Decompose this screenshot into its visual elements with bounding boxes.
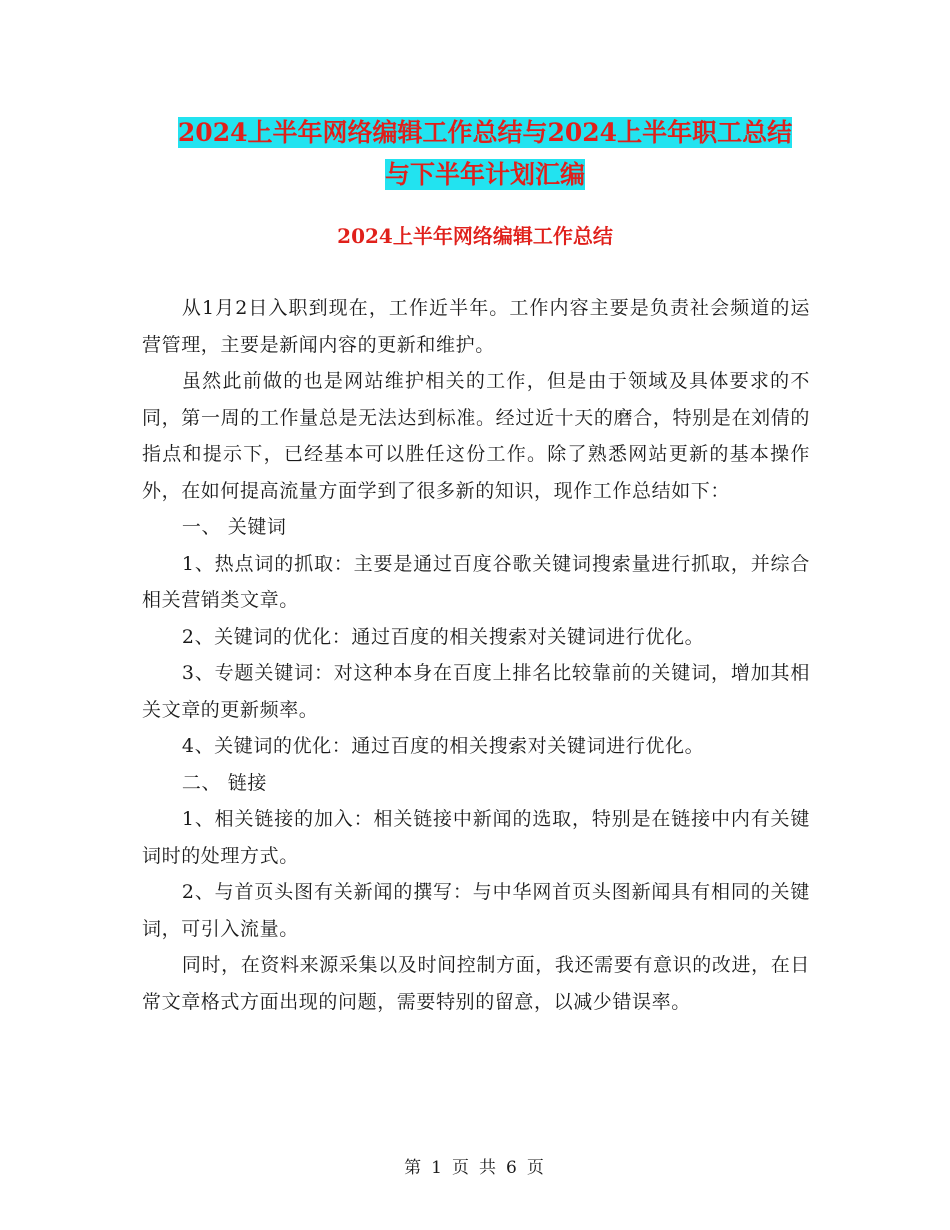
paragraph: 2、与首页头图有关新闻的撰写：与中华网首页头图新闻具有相同的关键词，可引入流量。: [142, 881, 810, 940]
document-title: [140, 112, 830, 196]
paragraph: 二、 链接: [181, 771, 267, 794]
footer-page-unit: 页: [452, 1158, 471, 1178]
footer-total-pages: 6: [506, 1158, 519, 1178]
footer-prefix: 第: [404, 1158, 424, 1178]
footer-page-number: 1: [431, 1158, 444, 1178]
footer-total-prefix: 共: [479, 1158, 498, 1178]
paragraph: 4、关键词的优化：通过百度的相关搜索对关键词进行优化。: [181, 735, 705, 757]
paragraph: 3、专题关键词：对这种本身在百度上排名比较靠前的关键词，增加其相关文章的更新频率。: [142, 662, 810, 721]
paragraph: 1、相关链接的加入：相关链接中新闻的选取，特别是在链接中内有关键词时的处理方式。: [142, 808, 810, 867]
footer-total-unit: 页: [526, 1158, 546, 1178]
page-footer: [0, 1153, 950, 1178]
paragraph: 1、热点词的抓取：主要是通过百度谷歌关键词搜索量进行抓取，并综合相关营销类文章。: [142, 552, 810, 611]
paragraph: 2、关键词的优化：通过百度的相关搜索对关键词进行优化。: [181, 625, 705, 648]
paragraph: 从1月2日入职到现在，工作近半年。工作内容主要是负责社会频道的运营管理，主要是新闻内容的更新和维护。: [142, 297, 810, 356]
paragraph: 同时，在资料来源采集以及时间控制方面，我还需要有意识的改进，在日常文章格式方面出现的问题，需要特别的留意，以减少错误率。: [142, 954, 810, 1013]
document-body: [142, 290, 810, 1020]
document-title-line-2: 与下半年计划汇编: [384, 160, 585, 189]
paragraph: 一、 关键词: [181, 516, 287, 538]
paragraph: 虽然此前做的也是网站维护相关的工作，但是由于领域及具体要求的不同，第一周的工作量总是无法达到标准。经过近十天的磨合，特别是在刘倩的指点和提示下，已经基本可以胜任这份工作。除了熟悉网站更新的基本操作外，在如何提高流量方面学到了很多新的知识，现作工作总结如下：: [142, 370, 810, 502]
document-title-line-1: 2024上半年网络编辑工作总结与2024上半年职工总结: [177, 118, 793, 147]
section-title: 2024上半年网络编辑工作总结: [337, 224, 613, 248]
